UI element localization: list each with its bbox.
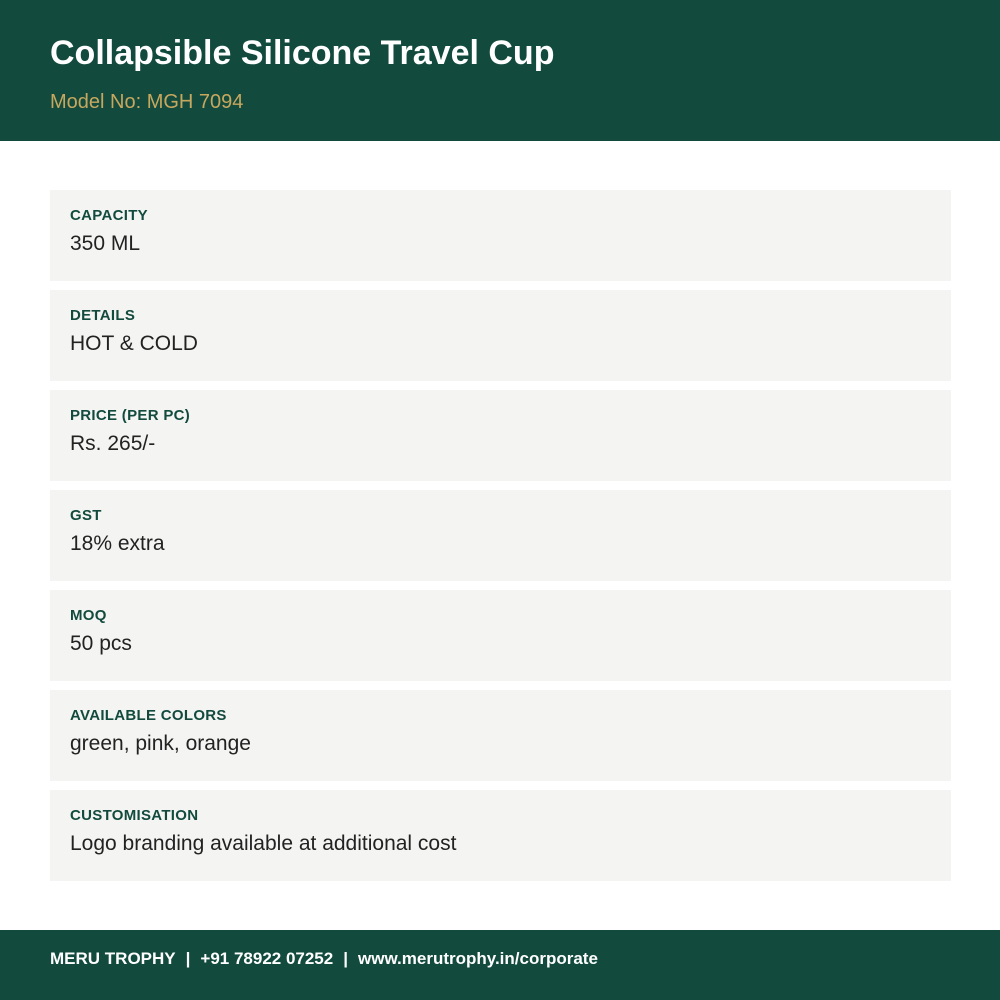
spec-label: CAPACITY <box>70 207 148 224</box>
footer-contact <box>50 948 598 970</box>
website-link[interactable]: www.merutrophy.in/corporate <box>358 949 598 968</box>
spec-row-colors <box>50 690 951 781</box>
spec-value: green, pink, orange <box>70 732 251 755</box>
spec-value: 350 ML <box>70 232 141 255</box>
spec-value: 50 pcs <box>70 632 132 655</box>
spec-row-gst <box>50 490 951 581</box>
brand-name: MERU TROPHY <box>50 949 176 968</box>
spec-row-customisation <box>50 790 951 881</box>
spec-row-details <box>50 290 951 381</box>
model-number: Model No: MGH 7094 <box>50 91 244 113</box>
product-title: Collapsible Silicone Travel Cup <box>50 34 555 72</box>
separator: | <box>343 949 348 968</box>
spec-row-capacity <box>50 190 951 281</box>
separator: | <box>185 949 191 968</box>
spec-label: AVAILABLE COLORS <box>70 707 227 724</box>
spec-label: PRICE (PER PC) <box>70 407 191 424</box>
spec-value: HOT & COLD <box>70 332 198 355</box>
spec-label: DETAILS <box>70 307 136 324</box>
spec-value: Logo branding available at additional cost <box>70 832 457 855</box>
spec-label: GST <box>70 507 102 524</box>
specs-list <box>50 190 951 890</box>
spec-value: 18% extra <box>70 532 165 555</box>
spec-label: CUSTOMISATION <box>70 807 199 824</box>
spec-row-price <box>50 390 951 481</box>
spec-row-moq <box>50 590 951 681</box>
phone-number[interactable]: +91 78922 07252 <box>200 949 334 968</box>
spec-value: Rs. 265/- <box>70 432 156 455</box>
spec-label: MOQ <box>70 607 107 624</box>
